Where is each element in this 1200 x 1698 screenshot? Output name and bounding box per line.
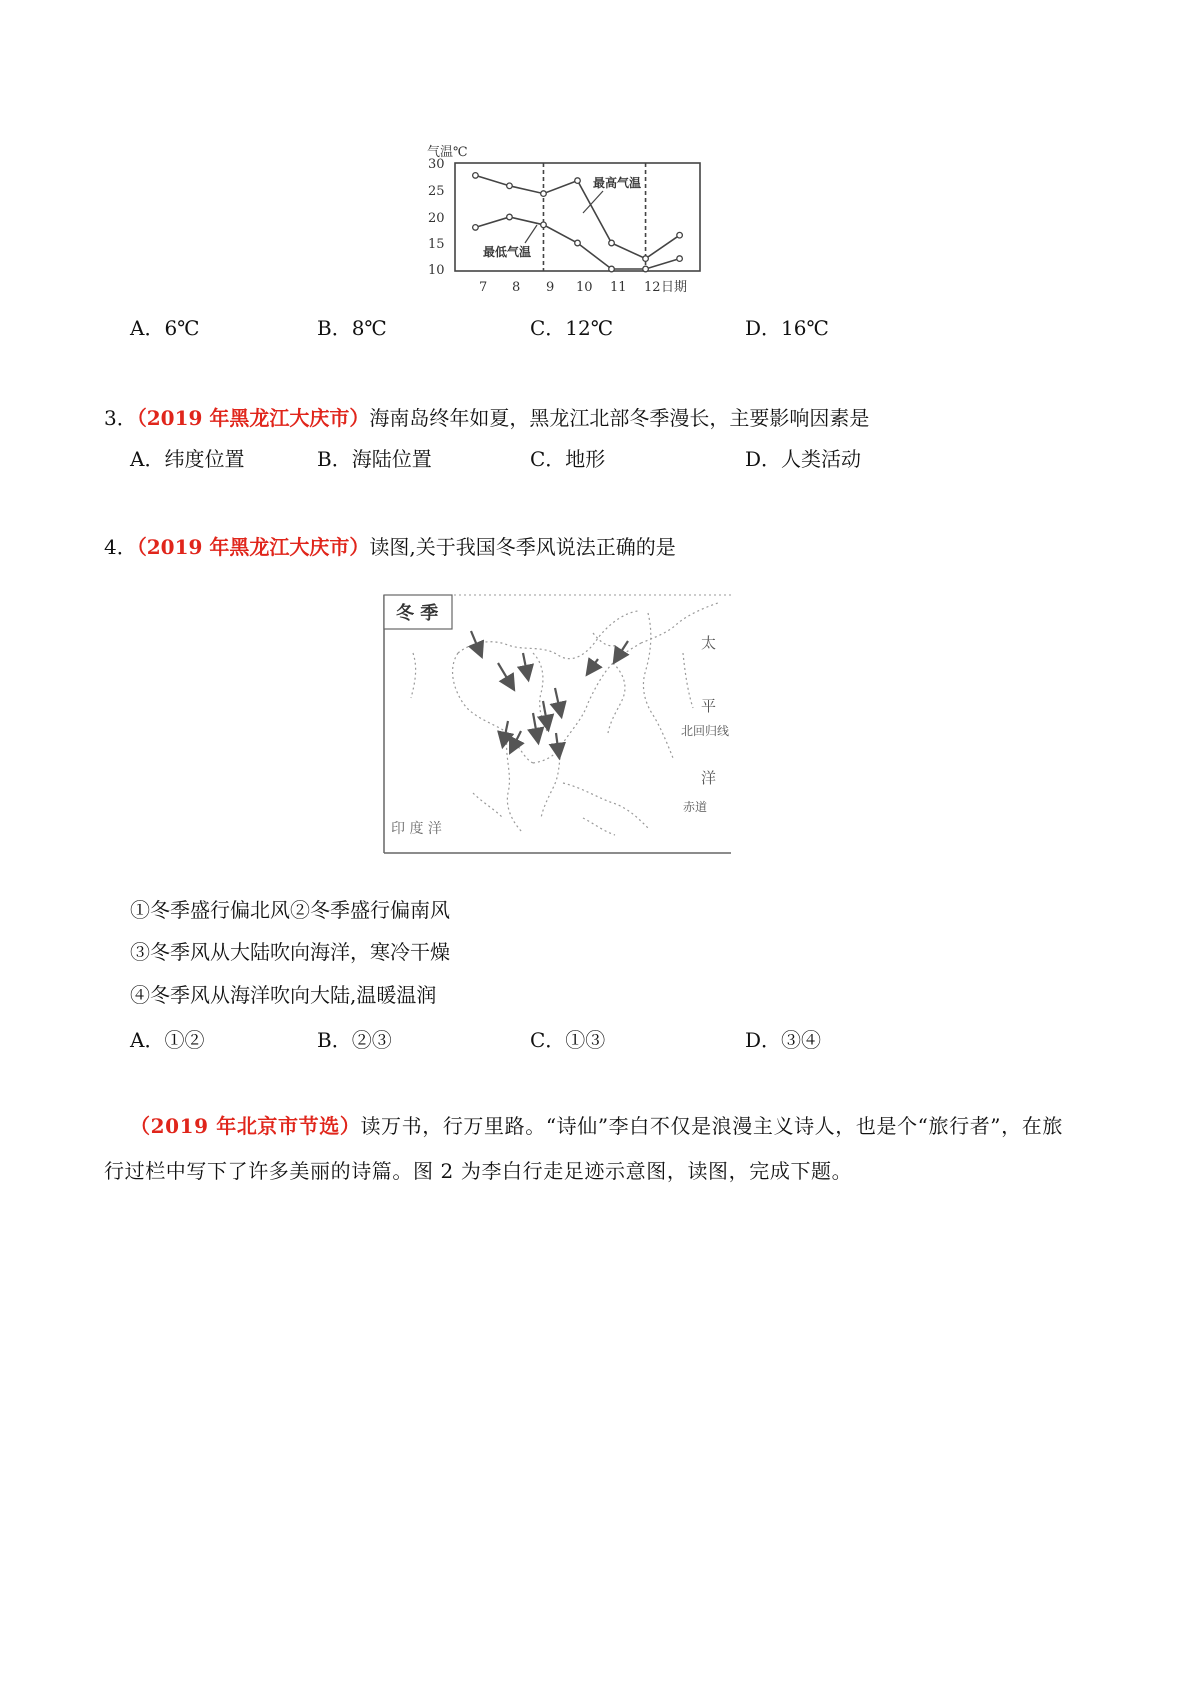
q2-option-b[interactable]: B．8℃: [317, 316, 387, 340]
monsoon-arrow: [471, 631, 481, 655]
data-point: [677, 232, 683, 238]
monsoon-arrow: [533, 713, 538, 741]
monsoon-arrow: [498, 663, 513, 688]
q5-text-line-1: 读万书，行万里路。“诗仙”李白不仅是浪漫主义诗人，也是个“旅行者”，在旅: [360, 1114, 1063, 1138]
chart-y-tick: 30: [428, 157, 445, 172]
q5-passage-line-1: [130, 1112, 1063, 1140]
data-point: [609, 266, 615, 272]
q4-stem: [104, 533, 676, 561]
q4-option-d[interactable]: D．③④: [745, 1028, 822, 1052]
q4-source: （2019 年黑龙江大庆市）: [136, 535, 370, 559]
q2-option-c[interactable]: C．12℃: [530, 316, 614, 340]
q3-option-d[interactable]: D．人类活动: [745, 447, 862, 471]
q2-option-d[interactable]: D．16℃: [745, 316, 829, 340]
q4-statement-2: ③冬季风从大陆吹向海洋，寒冷干燥: [130, 940, 450, 964]
data-point: [677, 256, 683, 262]
data-point: [507, 214, 513, 220]
data-point: [507, 183, 513, 189]
data-point: [575, 178, 581, 184]
data-point: [541, 191, 547, 197]
chart-y-tick: 25: [428, 184, 445, 199]
data-point: [541, 222, 547, 228]
monsoon-arrow: [503, 721, 508, 745]
chart-x-tick: 9: [546, 280, 555, 295]
data-point: [473, 173, 479, 179]
chart-y-unit-label: 气温℃: [427, 145, 468, 160]
map-label-indian-ocean: 印 度 洋: [391, 821, 442, 837]
chart-x-tick: 12: [644, 280, 661, 295]
data-point: [643, 256, 649, 262]
map-label-pacific-3: 洋: [701, 769, 717, 787]
data-point: [473, 225, 479, 231]
q4-option-a[interactable]: A．①②: [130, 1028, 205, 1052]
q3-option-c[interactable]: C．地形: [530, 447, 606, 471]
q2-option-a[interactable]: A．6℃: [130, 316, 200, 340]
chart-low-series-label: 最低气温: [483, 245, 532, 259]
map-label-pacific-2: 平: [701, 697, 717, 715]
q3-stem: [104, 404, 869, 432]
map-coastlines: [411, 603, 718, 835]
monsoon-arrow: [555, 688, 561, 715]
chart-x-tick: 10: [576, 280, 593, 295]
chart-x-unit-label: 日期: [661, 280, 688, 295]
q3-text: 海南岛终年如夏，黑龙江北部冬季漫长，主要影响因素是: [369, 406, 870, 430]
monsoon-arrow: [588, 659, 598, 673]
q4-text: 读图,关于我国冬季风说法正确的是: [369, 535, 676, 559]
monsoon-arrow: [543, 701, 548, 728]
map-title: 冬 季: [396, 603, 439, 624]
chart-y-tick: 20: [428, 211, 445, 226]
q4-option-c[interactable]: C．①③: [530, 1028, 606, 1052]
q3-option-b[interactable]: B．海陆位置: [317, 447, 432, 471]
chart-x-tick: 7: [479, 280, 488, 295]
map-label-equator: 赤道: [683, 800, 708, 814]
data-point: [575, 240, 581, 246]
map-label-pacific-1: 太: [701, 634, 717, 652]
map-label-tropic: 北回归线: [681, 724, 730, 738]
temperature-chart: [425, 143, 715, 298]
chart-y-tick: 15: [428, 237, 445, 252]
data-point: [609, 240, 615, 246]
chart-y-tick: 10: [428, 263, 445, 278]
q4-statement-3: ④冬季风从海洋吹向大陆,温暖温润: [130, 983, 437, 1007]
monsoon-arrow: [523, 653, 528, 678]
q4-number: 4．: [104, 535, 137, 559]
winter-monsoon-map: [383, 593, 733, 855]
q4-statement-1: ①冬季盛行偏北风②冬季盛行偏南风: [130, 898, 450, 922]
q5-passage-line-2: 行过栏中写下了许多美丽的诗篇。图 2 为李白行走足迹示意图，读图，完成下题。: [104, 1159, 853, 1183]
q5-source: （2019 年北京市节选）: [130, 1114, 361, 1138]
low-label-leader: [525, 225, 537, 243]
q3-number: 3．: [104, 406, 137, 430]
chart-x-tick: 11: [610, 280, 627, 295]
chart-x-tick: 8: [512, 280, 521, 295]
q3-option-a[interactable]: A．纬度位置: [130, 447, 245, 471]
q3-source: （2019 年黑龙江大庆市）: [136, 406, 370, 430]
data-point: [643, 266, 649, 272]
monsoon-arrows: [471, 631, 628, 756]
chart-high-series-label: 最高气温: [593, 176, 642, 190]
monsoon-arrow: [615, 641, 628, 661]
q4-option-b[interactable]: B．②③: [317, 1028, 392, 1052]
